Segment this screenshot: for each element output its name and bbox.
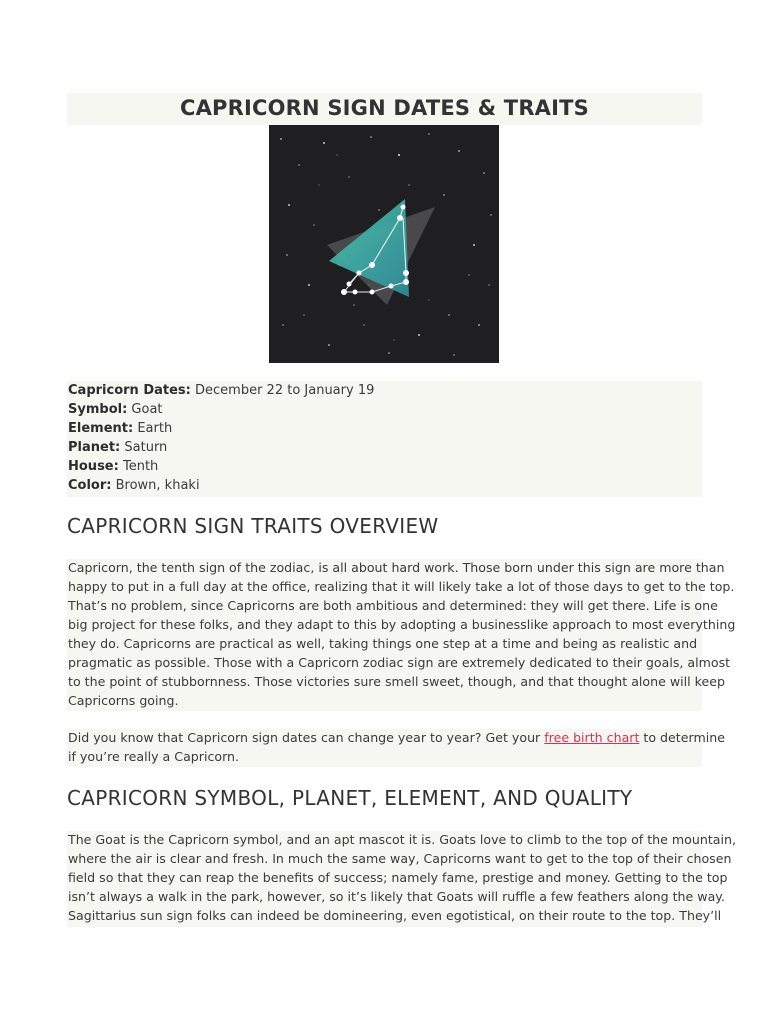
free-birth-chart-link[interactable]: free birth chart [544, 730, 640, 745]
overview-line: That’s no problem, since Capricorns are both ambitious and determined: they will get there. Life is one [68, 598, 718, 613]
fact-dates: Capricorn Dates: December 22 to January 19 [68, 383, 375, 398]
fact-planet: Planet: Saturn [68, 440, 168, 455]
overview-line: pragmatic as possible. Those with a Capricorn zodiac sign are extremely dedicated to their goals, almost [68, 655, 731, 670]
fact-symbol: Symbol: Goat [68, 402, 163, 417]
overview-line: Capricorns going. [68, 693, 179, 708]
sign-facts-panel [67, 381, 702, 497]
symbol-line: isn’t always a walk in the park, however, so it’s likely that Goats will ruffle a few feathers along the way. [68, 889, 725, 904]
symbol-line: field so that they can reap the benefits of success; namely fame, prestige and money. Getting to the top [68, 870, 728, 885]
overview-line: happy to put in a full day at the office, realizing that it will likely take a lot of those days to get to the top. [68, 579, 735, 594]
overview-line: big project for these folks, and they adapt to this by adopting a businesslike approach to most everything [68, 617, 736, 632]
fact-house: House: Tenth [68, 459, 159, 474]
cta-line: Did you know that Capricorn sign dates can change year to year? Get your free birth chart to determine [68, 730, 725, 745]
overview-line: to the point of stubbornness. Those victories sure smell sweet, though, and that thought alone will keep [68, 674, 726, 689]
overview-heading: CAPRICORN SIGN TRAITS OVERVIEW [67, 514, 439, 538]
birth-chart-paragraph [67, 729, 725, 767]
symbol-line: Sagittarius sun sign folks can indeed be domineering, even egotistical, on their route to the top. They’ll [68, 908, 722, 923]
cta-line-2: if you’re really a Capricorn. [68, 749, 240, 764]
symbol-line: The Goat is the Capricorn symbol, and an apt mascot it is. Goats love to climb to the top of the mountain, [68, 832, 736, 847]
fact-element: Element: Earth [68, 421, 173, 436]
capricorn-constellation-image [269, 125, 499, 363]
overview-line: Capricorn, the tenth sign of the zodiac, is all about hard work. Those born under this sign are more than [68, 560, 725, 575]
symbol-heading: CAPRICORN SYMBOL, PLANET, ELEMENT, AND QUALITY [67, 786, 633, 810]
constellation-illustration [269, 125, 499, 363]
symbol-line: where the air is clear and fresh. In much the same way, Capricorns want to get to the top of their chosen [68, 851, 732, 866]
page-title: CAPRICORN SIGN DATES & TRAITS [67, 93, 702, 125]
symbol-paragraph [67, 831, 736, 927]
fact-color: Color: Brown, khaki [68, 478, 200, 493]
overview-paragraph [67, 559, 736, 711]
overview-line: they do. Capricorns are practical as well, taking things one step at a time and being as realistic and [68, 636, 698, 651]
